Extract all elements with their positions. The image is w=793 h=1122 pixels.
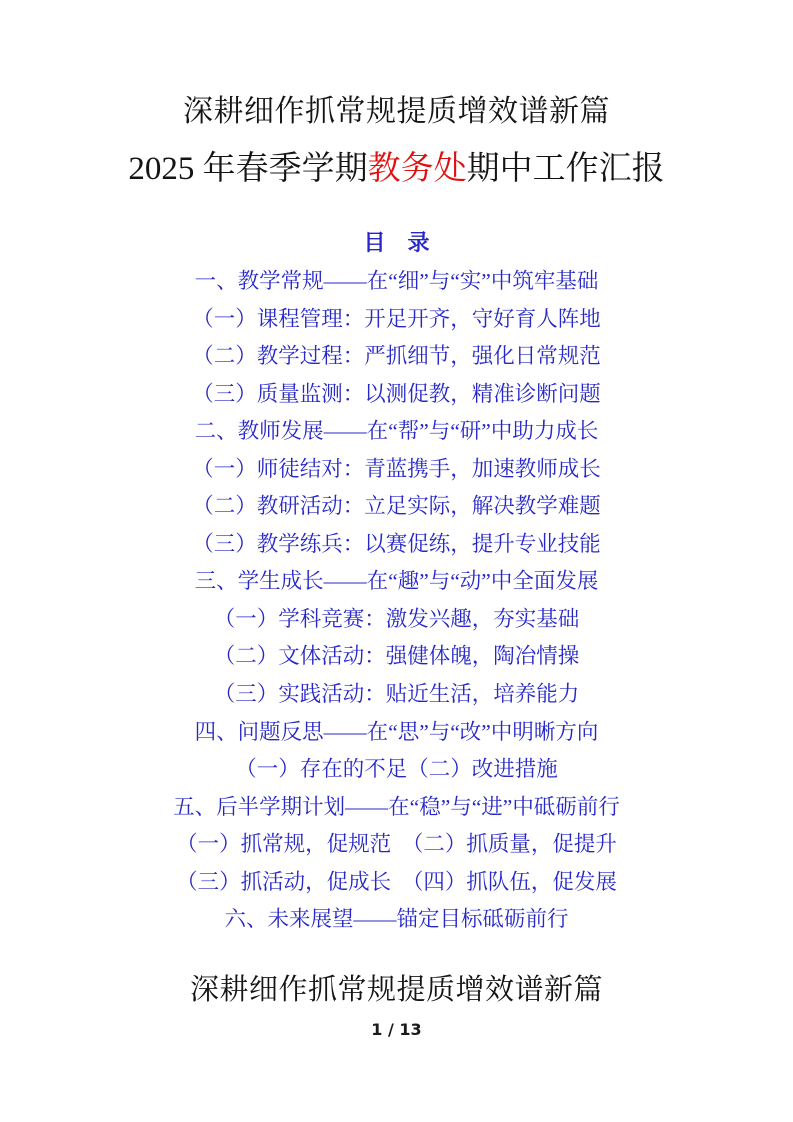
document-subtitle	[0, 148, 793, 190]
toc-list	[0, 263, 793, 939]
toc-entry: 五、后半学期计划——在“稳”与“进”中砥砺前行	[173, 794, 620, 819]
toc-entry: （一）学科竞赛：激发兴趣，夯实基础	[213, 606, 580, 631]
toc-entry: （三）抓活动，促成长 （四）抓队伍，促发展	[176, 869, 617, 894]
toc-entry: 四、问题反思——在“思”与“改”中明晰方向	[194, 719, 599, 744]
toc-entry: 一、教学常规——在“细”与“实”中筑牢基础	[194, 269, 599, 293]
subtitle-department-highlight: 教务处	[367, 151, 467, 187]
toc-entry: （三）质量监测：以测促教，精准诊断问题	[192, 381, 601, 406]
toc-entry: 二、教师发展——在“帮”与“研”中助力成长	[194, 419, 599, 444]
toc-entry: （一）抓常规，促规范 （二）抓质量，促提升	[176, 832, 617, 857]
footer-section-title: 深耕细作抓常规提质增效谱新篇	[189, 974, 603, 1006]
toc-entry: （三）实践活动：贴近生活，培养能力	[213, 682, 580, 707]
document-title: 深耕细作抓常规提质增效谱新篇	[183, 95, 610, 128]
toc-entry: （二）教研活动：立足实际，解决教学难题	[192, 494, 601, 519]
toc-entry: （一）师徒结对：青蓝携手，加速教师成长	[192, 456, 601, 481]
page-number-indicator: 1 / 13	[371, 1020, 422, 1039]
subtitle-prefix: 2025 年春季学期	[128, 151, 368, 187]
subtitle-suffix: 期中工作汇报	[466, 151, 665, 187]
toc-entry: 六、未来展望——锚定目标砥砺前行	[224, 907, 569, 932]
toc-entry: （二）文体活动：强健体魄，陶冶情操	[213, 644, 580, 669]
toc-entry: （一）存在的不足（二）改进措施	[235, 757, 558, 782]
toc-entry: （三）教学练兵：以赛促练，提升专业技能	[192, 531, 601, 556]
toc-entry: （一）课程管理：开足开齐，守好育人阵地	[192, 306, 601, 331]
toc-heading: 目 录	[363, 230, 430, 255]
toc-entry: 三、学生成长——在“趣”与“动”中全面发展	[194, 569, 599, 594]
toc-entry: （二）教学过程：严抓细节，强化日常规范	[192, 344, 601, 369]
